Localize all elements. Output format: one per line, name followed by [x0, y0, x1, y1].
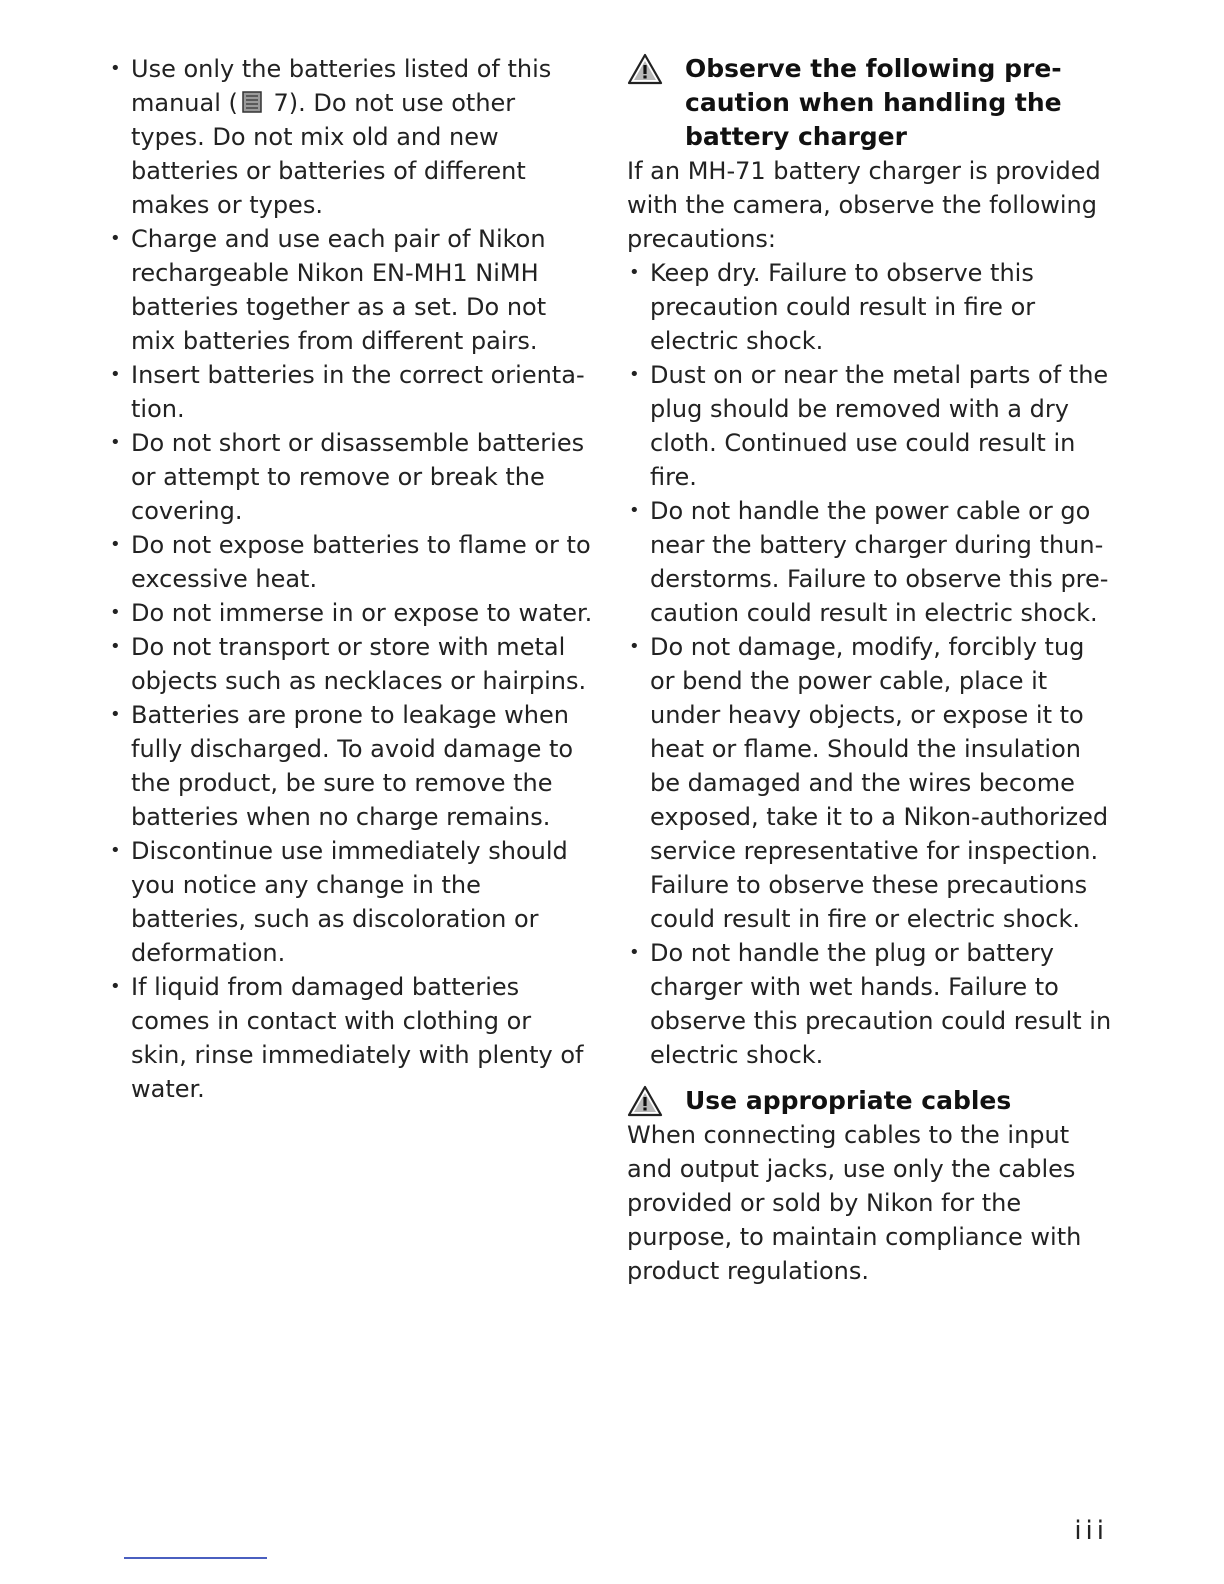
- charger-intro: If an MH-71 battery charger is provided with the camera, observe the following precautions:: [627, 157, 1101, 253]
- list-item: • Insert batteries in the correct orientation.: [108, 358, 593, 426]
- list-item: [108, 52, 593, 222]
- list-item: • Do not short or disassemble batteries or attempt to remove or break the covering.: [108, 426, 593, 528]
- list-item: • Do not expose batteries to flame or to excessive heat.: [108, 528, 593, 596]
- list-item: • Dust on or near the metal parts of the plug should be removed with a dry cloth. Continued use could result in fire.: [627, 358, 1112, 494]
- list-item-text: 7). Do not use other types. Do not mix old and new batteries or batteries of different makes or types.: [131, 89, 526, 219]
- list-item: • Do not handle the plug or battery charger with wet hands. Failure to observe this precaution could result in electric shock.: [627, 936, 1112, 1072]
- cables-heading-text: Use appropriate cables: [685, 1086, 1012, 1115]
- cables-section: [627, 1084, 1112, 1288]
- list-item: • Charge and use each pair of Nikon rechargeable Nikon EN-MH1 NiMH batteries together as a set. Do not mix batteries from different pairs.: [108, 222, 593, 358]
- footer-rule: [124, 1557, 267, 1559]
- right-column: [627, 52, 1112, 1288]
- book-reference-icon: [242, 89, 262, 113]
- page-number: iii: [1074, 1516, 1108, 1546]
- list-item: • Do not transport or store with metal objects such as necklaces or hairpins.: [108, 630, 593, 698]
- warning-triangle-icon: [627, 1084, 685, 1118]
- list-item: • Batteries are prone to leakage when fully discharged. To avoid damage to the product, be sure to remove the batteries when no charge remains.: [108, 698, 593, 834]
- charger-precautions-list: [627, 256, 1112, 1072]
- warning-triangle-icon: [627, 52, 685, 86]
- charger-heading-text: Observe the following precaution when handling the battery charger: [685, 54, 1062, 151]
- left-column: [108, 52, 593, 1106]
- list-item: • Keep dry. Failure to observe this precaution could result in fire or electric shock.: [627, 256, 1112, 358]
- list-item-text: Use only the batteries listed of this manual (: [131, 55, 552, 117]
- list-item: • Discontinue use immediately should you notice any change in the batteries, such as discoloration or deformation.: [108, 834, 593, 970]
- cables-section-heading: [627, 1084, 1112, 1118]
- charger-section: [627, 52, 1112, 1072]
- list-item: • Do not immerse in or expose to water.: [108, 596, 593, 630]
- cables-body: When connecting cables to the input and output jacks, use only the cables provided or sold by Nikon for the purpose, to maintain compliance with product regulations.: [627, 1121, 1082, 1285]
- list-item: • Do not handle the power cable or go near the battery charger during thunderstorms. Failure to observe this precaution could result in electric shock.: [627, 494, 1112, 630]
- battery-precautions-list: [108, 52, 593, 1106]
- list-item: • Do not damage, modify, forcibly tug or bend the power cable, place it under heavy objects, or expose it to heat or flame. Should the insulation be damaged and the wires become exposed, take it to a Nikon-authorized service representative for inspection. Failure to observe these precautions could result in fire or electric shock.: [627, 630, 1112, 936]
- list-item: • If liquid from damaged batteries comes in contact with clothing or skin, rinse immediately with plenty of water.: [108, 970, 593, 1106]
- charger-section-heading: [627, 52, 1112, 154]
